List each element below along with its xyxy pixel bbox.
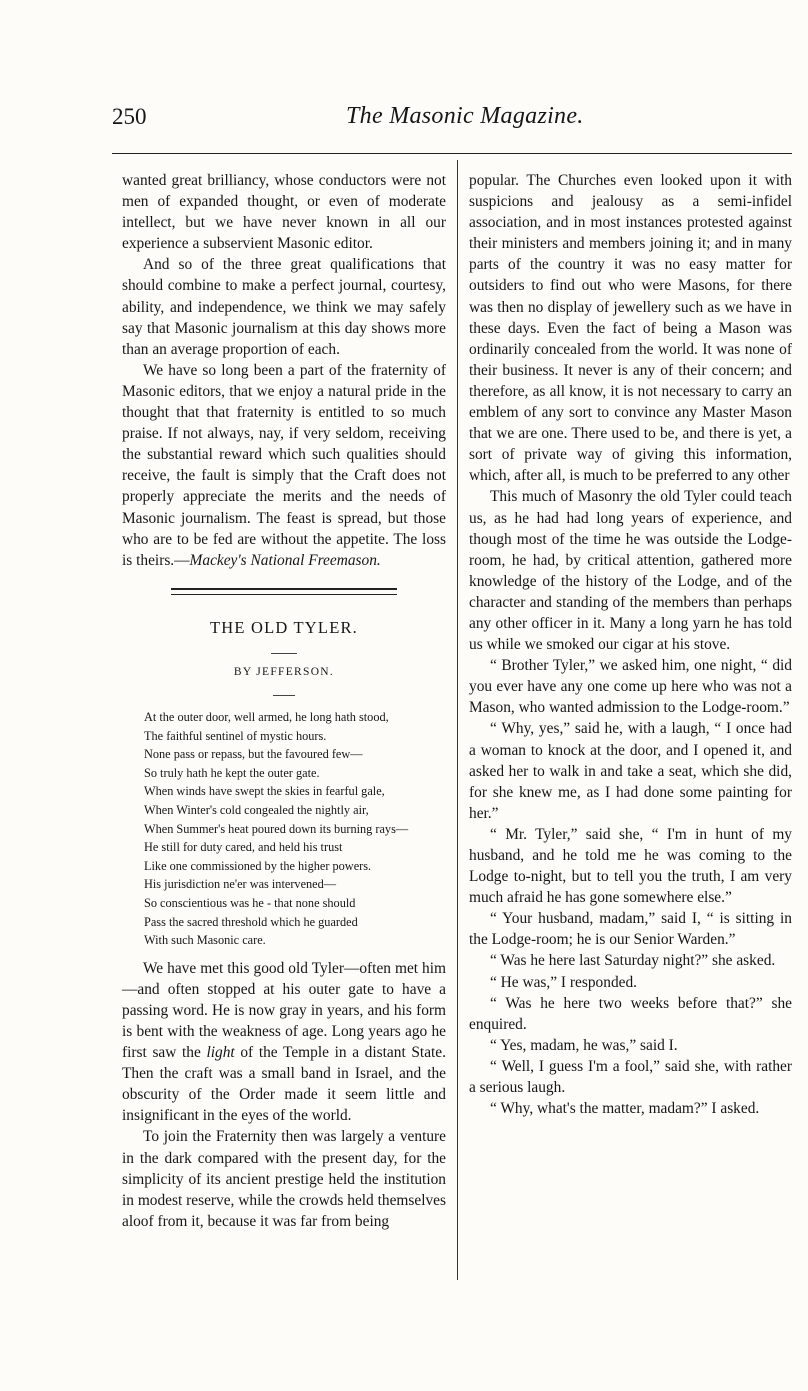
paragraph: And so of the three great qualifications that should combine to make a perfect journal, courtesy, ability, and independence, we think we may safely say that Masonic journalism at this day shows more than an average proportion of each.: [122, 256, 446, 358]
poem-line: So conscientious was he - that none should: [144, 895, 356, 910]
paragraph: [122, 360, 446, 571]
poem-line: When Summer's heat poured down its burning rays—: [144, 821, 409, 836]
poem-line: So truly hath he kept the outer gate.: [144, 765, 320, 780]
paragraph: “ Why, yes,” said he, with a laugh, “ I once had a woman to knock at the door, and I opened it, and asked her to walk in and take a seat, which she did, for she knew me, as I had done some painting for her.”: [469, 720, 792, 822]
paragraph: “ Brother Tyler,” we asked him, one night, “ did you ever have any one come up here who was not a Mason, who wanted admission to the Lodge-room.”: [469, 657, 792, 717]
paragraph: “ Why, what's the matter, madam?” I asked.: [490, 1100, 760, 1118]
page-number: 250: [112, 104, 147, 129]
article-title: THE OLD TYLER.: [209, 617, 359, 637]
poem-line: Pass the sacred threshold which he guarded: [144, 914, 358, 929]
paragraph: wanted great brilliancy, whose conductors were not men of expanded thought, or even of moderate intellect, but we have never known in all our experience a subservient Masonic editor.: [122, 172, 446, 253]
poem-line: At the outer door, well armed, he long hath stood,: [144, 709, 389, 724]
poem-line: Like one commissioned by the higher powers.: [144, 858, 372, 873]
paragraph: “ He was,” I responded.: [490, 973, 638, 991]
paragraph: “ Was he here two weeks before that?” she enquired.: [469, 994, 792, 1033]
paragraph: “ Yes, madam, he was,” said I.: [490, 1036, 678, 1054]
paragraph: “ Was he here last Saturday night?” she asked.: [490, 952, 776, 970]
byline: BY JEFFERSON.: [233, 665, 335, 678]
poem-line: When Winter's cold congealed the nightly air,: [144, 802, 369, 817]
paragraph: [122, 958, 446, 1127]
byline-rule: [273, 695, 295, 696]
paragraph-text: We have so long been a part of the fraternity of Masonic editors, that we enjoy a natural pride in the thought that that fraternity is entitled to so much praise. If not always, nay, if very seldom, receiving the substantial reward which such qualities should receive, the fault is simply that the Craft does not properly appreciate the merits and the needs of Masonic journalism. The feast is spread, but those who are to be fed are without the appetite. The loss is theirs.—: [122, 361, 446, 569]
paragraph: “ Mr. Tyler,” said she, “ I'm in hunt of my husband, and he told me he was coming to the Lodge to-night, but to tell you the truth, I am very much afraid he has gone somewhere else.”: [469, 825, 792, 907]
paragraph-text: We have met this good old Tyler—often met him—and often stopped at his outer gate to have a passing word. He is now gray in years, and his form is bent with the weakness of age. Long years ago he first saw the: [122, 959, 446, 1062]
paragraph-text: of the Temple in a distant State. Then the craft was a small band in Israel, and the obscurity of the Order made it seem little and insignificant in the eyes of the world.: [122, 1044, 446, 1125]
emphasis: light: [206, 1044, 235, 1062]
paragraph: This much of Masonry the old Tyler could teach us, as he had had long years of experience, and though most of the time he was outside the Lodge-room, he had, by critical attention, gathered more knowledge of the history of the Lodge, and of the character and standing of the members than perhaps any other officer in it. Many a long yarn he has told us while we smoked our cigar at his stove.: [469, 488, 792, 654]
poem-line: The faithful sentinel of mystic hours.: [144, 728, 327, 743]
poem-line: When winds have swept the skies in fearful gale,: [144, 784, 385, 799]
column-divider: [457, 160, 458, 1280]
right-column: [469, 170, 792, 1119]
header-rule: [112, 153, 792, 154]
paragraph: To join the Fraternity then was largely a venture in the dark compared with the present day, for the simplicity of its ancient prestige held the institution in modest reserve, while the crowds held themselves aloof from it, because it was far from being: [122, 1128, 446, 1230]
poem-line: His jurisdiction ne'er was intervened—: [144, 877, 337, 892]
poem-line: He still for duty cared, and held his trust: [144, 840, 343, 855]
left-column: [122, 170, 446, 1232]
paragraph: popular. The Churches even looked upon it with suspicions and jealousy as a semi-infidel association, and in most instances protested against their ministers and members joining it; and in many parts of the country it was no easy matter for outsiders to find out who were Masons, for there was then no display of jewellery such as we have in these days. Even the fact of being a Mason was ordinarily concealed from the world. It was none of their business. It never is any of their concern; and therefore, as all know, it is not necessary to carry an emblem of any sort to convince any Master Mason that we are one. There used to be, and there is yet, a sort of private way of giving this information, which, after all, is much to be preferred to any other: [469, 172, 792, 485]
poem-line: With such Masonic care.: [144, 933, 266, 948]
source-citation: Mackey's National Freemason.: [189, 551, 381, 569]
running-head: The Masonic Magazine.: [346, 103, 584, 129]
title-rule: [271, 653, 297, 654]
section-divider: [171, 588, 397, 595]
paragraph: “ Well, I guess I'm a fool,” said she, with rather a serious laugh.: [469, 1057, 792, 1097]
poem: [144, 708, 446, 950]
poem-line: None pass or repass, but the favoured few—: [144, 747, 363, 762]
paragraph: “ Your husband, madam,” said I, “ is sitting in the Lodge-room; he is our Senior Warden.”: [469, 910, 792, 949]
